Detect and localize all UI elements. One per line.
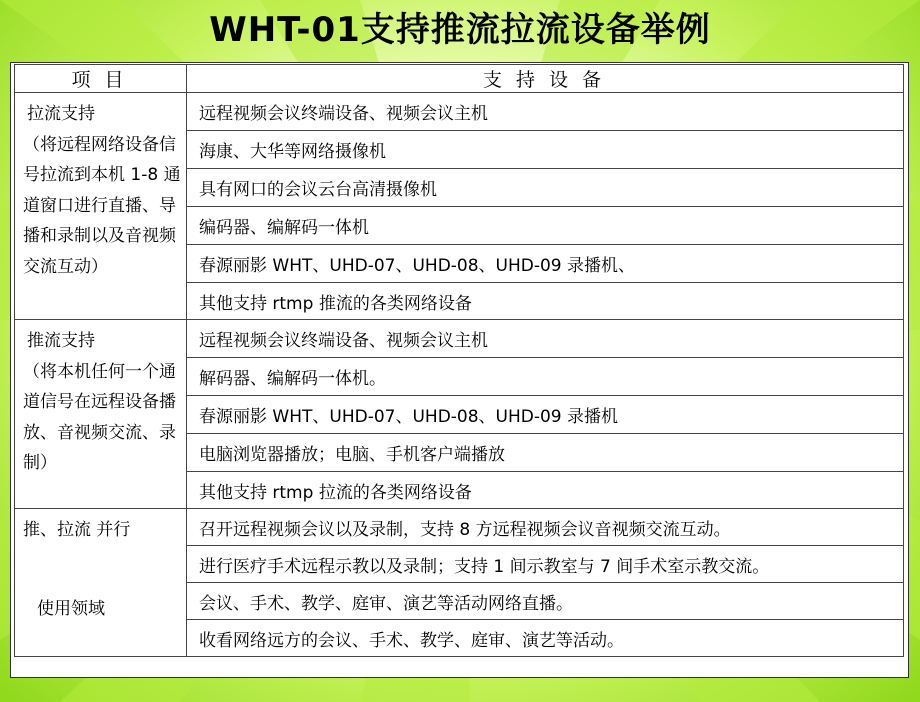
push-stream-desc: （将本机任何一个通道信号在远程设备播放、音视频交流、录制） [23,361,176,473]
device-cell: 编码器、编解码一体机 [187,207,904,245]
pull-stream-desc: （将远程网络设备信号拉流到本机 1-8 通道窗口进行直播、导播和录制以及音视频交流互动） [23,134,181,277]
header-devices: 支持设备 [187,65,904,93]
usage-label: 使用领域 [37,598,105,619]
table-row [15,93,904,131]
device-cell: 春源丽影 WHT、UHD-07、UHD-08、UHD-09 录播机 [187,396,904,434]
device-cell: 远程视频会议终端设备、视频会议主机 [187,320,904,358]
header-item: 项目 [15,65,187,93]
usage-item [15,509,187,657]
table-header-row [15,65,904,93]
push-stream-title: 推流支持 [27,331,95,351]
device-cell: 解码器、编解码一体机。 [187,358,904,396]
pull-stream-title: 拉流支持 [27,104,95,124]
device-cell: 春源丽影 WHT、UHD-07、UHD-08、UHD-09 录播机、 [187,245,904,283]
device-cell: 远程视频会议终端设备、视频会议主机 [187,93,904,131]
device-cell: 具有网口的会议云台高清摄像机 [187,169,904,207]
device-cell: 其他支持 rtmp 推流的各类网络设备 [187,283,904,320]
page-title: WHT-01支持推流拉流设备举例 [209,10,711,50]
device-cell: 会议、手术、教学、庭审、演艺等活动网络直播。 [187,583,904,620]
device-cell: 收看网络远方的会议、手术、教学、庭审、演艺等活动。 [187,620,904,657]
device-cell: 电脑浏览器播放；电脑、手机客户端播放 [187,434,904,472]
push-pull-title: 推、拉流 并行 [23,520,131,540]
table-row [15,509,904,546]
device-cell: 海康、大华等网络摄像机 [187,131,904,169]
push-stream-item [15,320,187,509]
pull-stream-item [15,93,187,320]
device-cell: 进行医疗手术远程示教以及录制；支持 1 间示教室与 7 间手术室示教交流。 [187,546,904,583]
table-row [15,320,904,358]
device-cell: 其他支持 rtmp 拉流的各类网络设备 [187,472,904,509]
device-cell: 召开远程视频会议以及录制，支持 8 方远程视频会议音视频交流互动。 [187,509,904,546]
device-table [14,64,904,657]
